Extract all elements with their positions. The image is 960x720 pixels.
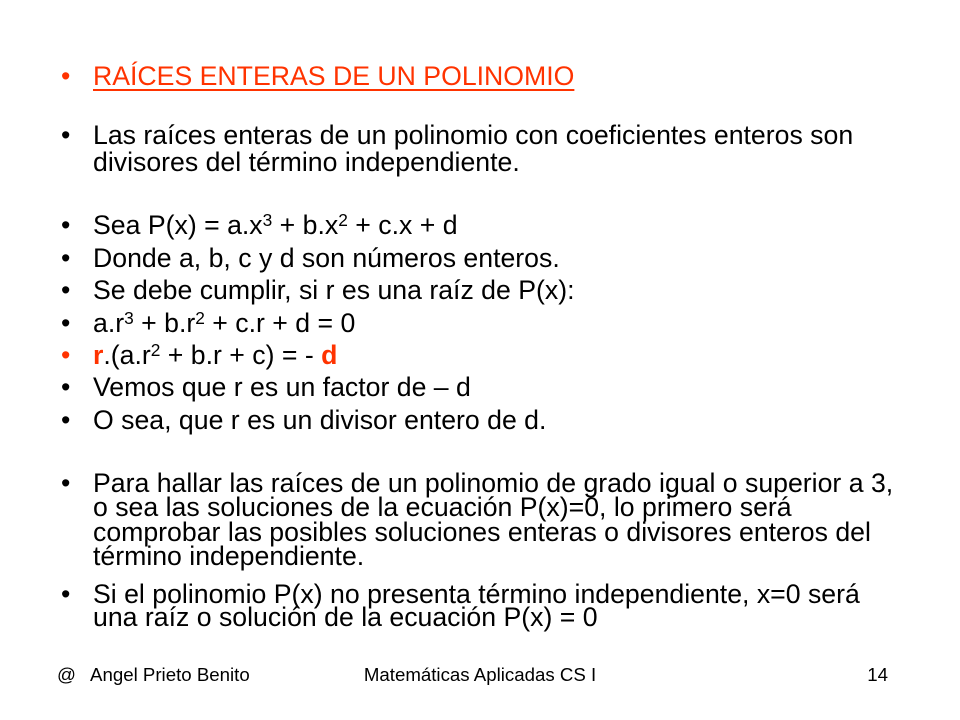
intro-bullet-item — [61, 122, 853, 176]
method-bullet-item — [61, 468, 894, 571]
coefficients-text — [61, 242, 560, 274]
highlighted-constant: d — [321, 340, 338, 370]
factor-note: Vemos que r es un factor de – d — [93, 372, 471, 402]
polynomial-text — [61, 209, 458, 241]
bullet-marker: • — [61, 275, 71, 305]
equation-segment: a.r — [93, 308, 125, 338]
method-line-4: término independiente. — [93, 540, 365, 571]
exponent: 3 — [262, 210, 273, 230]
bullet-marker: • — [61, 120, 71, 150]
divisor-bullet-item — [61, 404, 546, 436]
polynomial-bullet-item — [61, 209, 458, 241]
footer-copyright-symbol: @ — [57, 664, 76, 685]
root-equation-text — [61, 307, 355, 339]
zero-root-bullet-item — [61, 579, 860, 632]
intro-line-1: Las raíces enteras de un polinomio con coeficientes enteros son — [93, 120, 854, 150]
polynomial-definition — [93, 209, 458, 241]
polynomial-segment: + b.x — [272, 210, 339, 240]
bullet-marker: • — [61, 468, 71, 498]
exponent: 3 — [124, 308, 134, 328]
divisor-text — [61, 404, 546, 436]
root-equation-bullet-item — [61, 307, 355, 339]
bullet-marker: • — [61, 243, 71, 273]
equation-segment: .(a.r — [103, 340, 151, 370]
method-text — [61, 468, 894, 571]
exponent: 2 — [338, 210, 348, 230]
coefficients-bullet-item — [61, 242, 560, 274]
method-line-1: Para hallar las raíces de un polinomio de grado igual o superior a 3, — [93, 468, 894, 498]
factor-bullet-item — [61, 371, 471, 403]
exponent: 2 — [150, 340, 161, 360]
exponent: 2 — [195, 308, 205, 328]
heading-text-block — [61, 60, 574, 92]
footer-course-title: Matemáticas Aplicadas CS I — [363, 664, 597, 685]
root-equation — [93, 307, 355, 339]
slide-heading: RAÍCES ENTERAS DE UN POLINOMIO — [93, 61, 575, 91]
bullet-marker: • — [61, 372, 71, 402]
highlighted-root: r — [93, 340, 104, 370]
bullet-marker: • — [61, 579, 71, 609]
zero-root-text — [61, 579, 860, 632]
heading-bullet-item — [61, 60, 574, 92]
equation-segment: + b.r — [133, 308, 196, 338]
equation-segment: + b.r + c) = - — [160, 340, 322, 370]
condition-bullet-item — [61, 274, 575, 306]
polynomial-segment: Sea P(x) = a.x — [93, 210, 263, 240]
factor-text — [61, 371, 471, 403]
divisor-note: O sea, que r es un divisor entero de d. — [93, 405, 547, 435]
zero-root-line-2: una raíz o solución de la ecuación P(x) = 0 — [93, 602, 598, 632]
condition-text — [61, 274, 575, 306]
footer-author: Angel Prieto Benito — [90, 664, 250, 685]
bullet-marker: • — [61, 405, 71, 435]
method-line-3: comprobar las posibles soluciones enteras o divisores enteros del — [93, 516, 871, 547]
bullet-marker: • — [61, 340, 71, 370]
bullet-marker: • — [61, 308, 71, 338]
condition-intro: Se debe cumplir, si r es una raíz de P(x): — [93, 275, 575, 305]
factorized-text — [61, 339, 337, 371]
bullet-marker: • — [61, 61, 71, 91]
polynomial-segment: + c.x + d — [347, 210, 458, 240]
equation-segment: + c.r + d = 0 — [204, 308, 356, 338]
bullet-marker: • — [61, 210, 71, 240]
factorized-bullet-item — [61, 339, 337, 371]
zero-root-line-1: Si el polinomio P(x) no presenta término independiente, x=0 será — [93, 579, 860, 609]
factorized-equation — [93, 339, 337, 371]
method-line-2: o sea las soluciones de la ecuación P(x)=0, lo primero será — [93, 492, 792, 523]
intro-line-2: divisores del término independiente. — [93, 147, 520, 177]
page-number: 14 — [867, 664, 888, 685]
coefficients-note: Donde a, b, c y d son números enteros. — [93, 243, 560, 273]
intro-text — [61, 122, 853, 176]
